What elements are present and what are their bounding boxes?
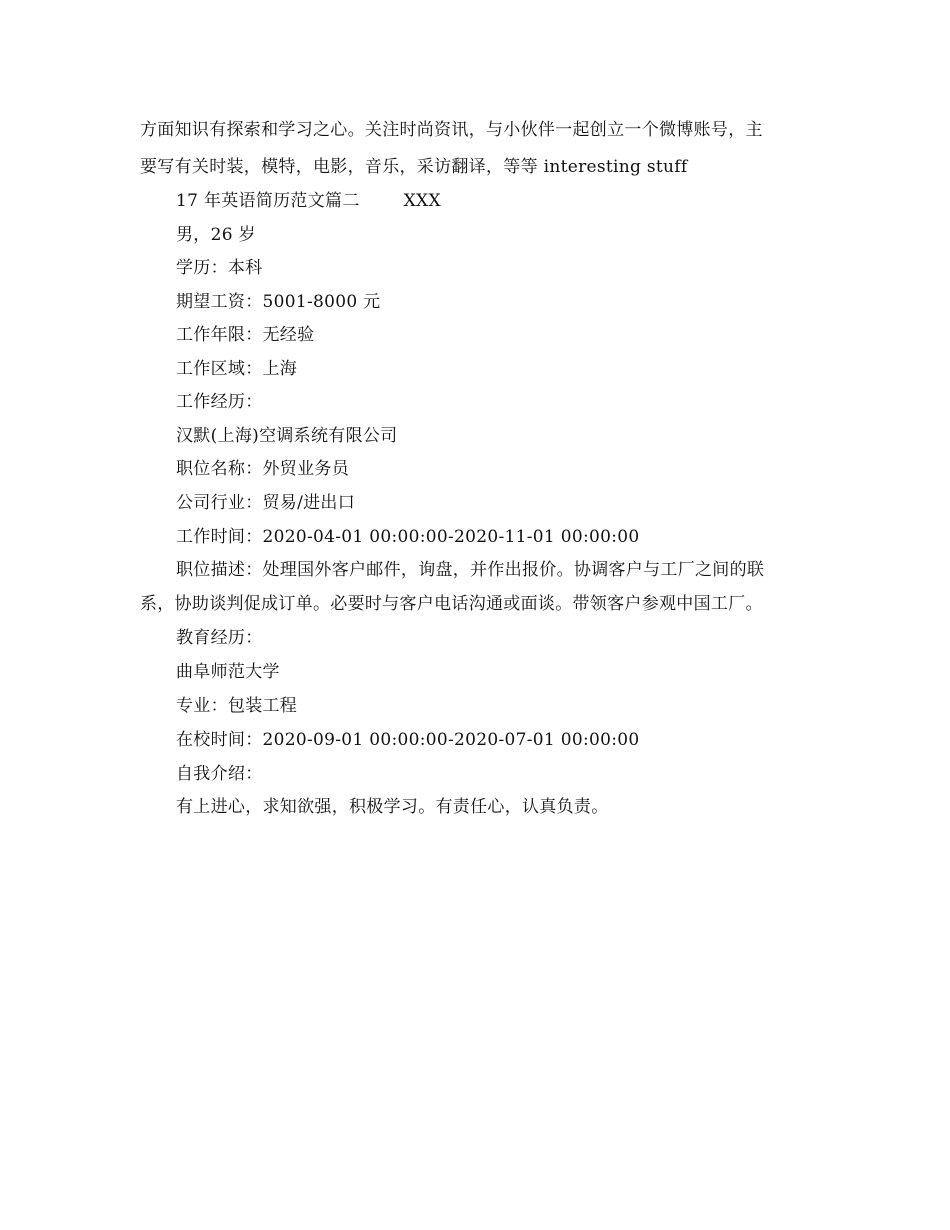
education-level: 学历：本科	[176, 258, 263, 278]
school-name: 曲阜师范大学	[176, 662, 280, 682]
work-period: 工作时间：2020-04-01 00:00:00-2020-11-01 00:00:00	[176, 527, 640, 547]
company-industry: 公司行业：贸易/进出口	[176, 493, 356, 513]
self-intro-heading: 自我介绍：	[176, 764, 263, 784]
job-title: 职位名称：外贸业务员	[176, 459, 349, 479]
paragraph-line: 方面知识有探索和学习之心。关注时尚资讯，与小伙伴一起创立一个微博账号，主	[140, 120, 763, 140]
work-experience-heading: 工作经历：	[176, 392, 263, 412]
job-description-line: 职位描述：处理国外客户邮件，询盘，并作出报价。协调客户与工厂之间的联	[176, 560, 765, 580]
education-heading: 教育经历：	[176, 628, 263, 648]
school-period: 在校时间：2020-09-01 00:00:00-2020-07-01 00:00:00	[176, 730, 640, 750]
major: 专业：包装工程	[176, 696, 298, 716]
section-heading: 17 年英语简历范文篇二	[176, 191, 360, 211]
job-description-line: 系，协助谈判促成订单。必要时与客户电话沟通或面谈。带领客户参观中国工厂。	[140, 594, 763, 614]
self-intro-text: 有上进心，求知欲强，积极学习。有责任心，认真负责。	[176, 797, 609, 817]
expected-salary: 期望工资：5001-8000 元	[176, 292, 381, 312]
section-heading-line	[176, 190, 441, 212]
work-area: 工作区域：上海	[176, 359, 298, 379]
paragraph-line: 要写有关时装，模特，电影，音乐，采访翻译，等等 interesting stuff	[140, 157, 688, 177]
candidate-name: XXX	[403, 191, 441, 211]
work-years: 工作年限：无经验	[176, 325, 315, 345]
gender-age: 男，26 岁	[176, 225, 256, 245]
company-name: 汉默(上海)空调系统有限公司	[176, 426, 398, 446]
